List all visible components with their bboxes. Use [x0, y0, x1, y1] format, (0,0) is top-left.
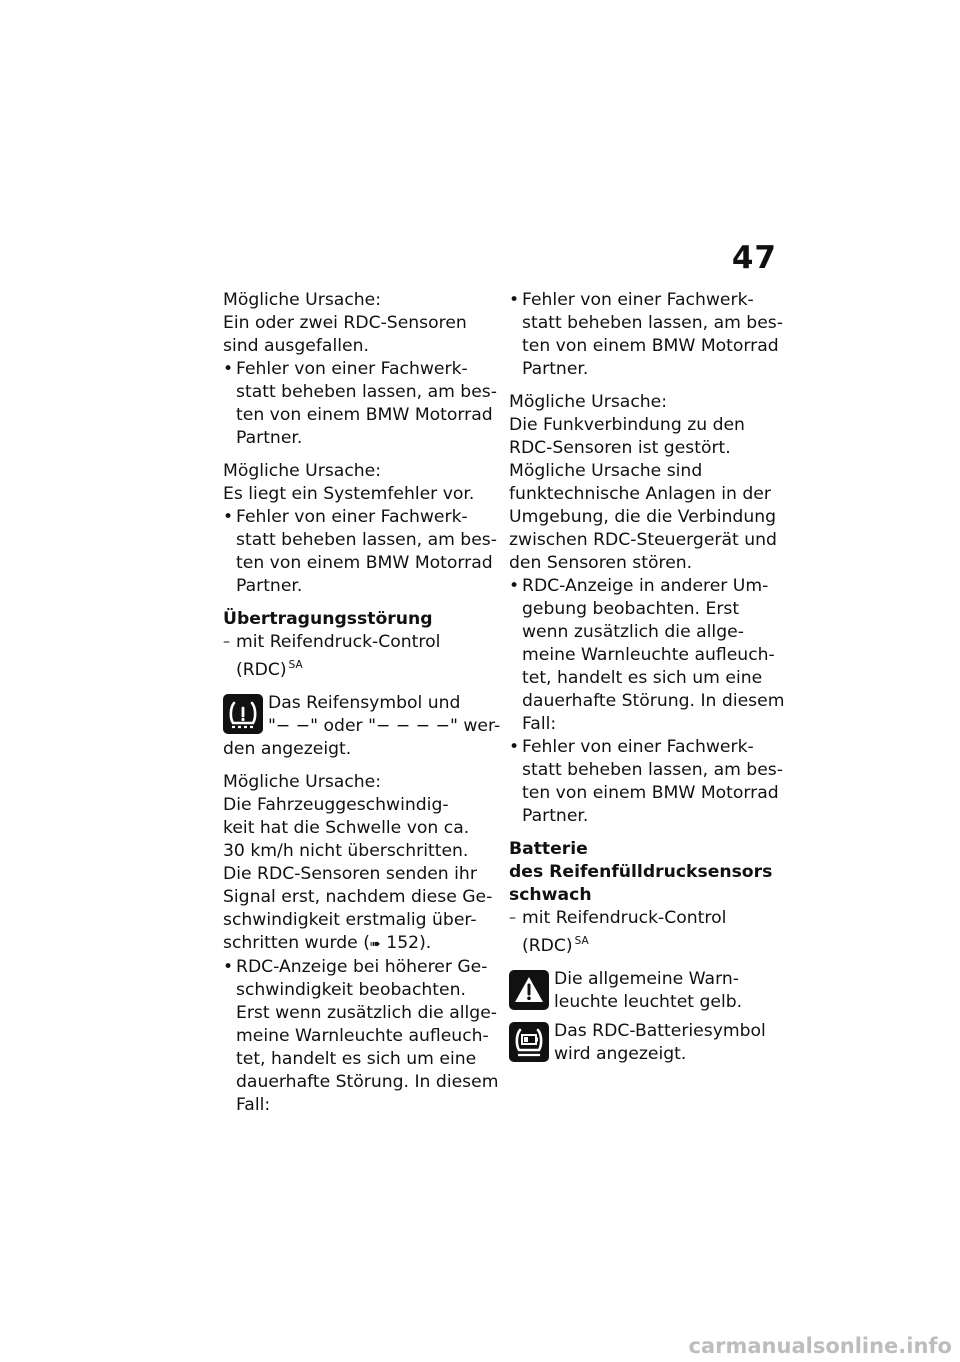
warning-light-row: Die allgemeine Warn- leuchte leuchtet gelb.	[509, 968, 794, 1014]
list-item: • Fehler von einer Fachwerk- statt beheben lassen, am bes- ten von einem BMW Motorrad Partner.	[509, 289, 794, 381]
rdc-battery-row: Das RDC-Batteriesymbol wird angezeigt.	[509, 1020, 794, 1066]
page-number: 47	[731, 240, 777, 276]
list-item: • Fehler von einer Fachwerk- statt beheben lassen, am bes- ten von einem BMW Motorrad Partner.	[509, 736, 794, 828]
cause-paragraph: Mögliche Ursache: Ein oder zwei RDC-Sensoren sind ausgefallen.	[223, 290, 467, 356]
warning-triangle-icon	[509, 970, 549, 1010]
cause-paragraph: Mögliche Ursache: Die Funkverbindung zu den RDC-Sensoren ist gestört. Mögliche Ursache sind funktechnische Anlagen in der Umgebung, die die Verbindung zwischen RDC-Steuergerät und den Sensoren stören.	[509, 392, 777, 573]
bullet-list	[509, 575, 794, 828]
list-item: • RDC-Anzeige in anderer Um- gebung beobachten. Erst wenn zusätzlich die allge- meine Warnleuchte aufleuch- tet, handelt es sich um eine dauerhafte Störung. In diesem Fall:	[509, 575, 794, 736]
tire-symbol-row: Das Reifensymbol und "− −" oder "− − − −" wer-	[223, 692, 508, 738]
list-item: • RDC-Anzeige bei höherer Ge- schwindigkeit beobachten. Erst wenn zusätzlich die allge- meine Warnleuchte aufleuch- tet, handelt es sich um eine dauerhafte Störung. In diesem Fall:	[223, 956, 508, 1117]
cause-paragraph: Mögliche Ursache: Die Fahrzeuggeschwindig- keit hat die Schwelle von ca. 30 km/h nicht überschritten. Die RDC-Sensoren senden ihr Signal erst, nachdem diese Ge- schwindigkeit erstmalig über- schritten wurde (➠ 152).	[223, 772, 493, 953]
bullet-list	[223, 956, 508, 1117]
right-column	[509, 289, 794, 1072]
section-heading: Batterie des Reifenfülldrucksensors schwach	[509, 839, 773, 905]
list-item: • Fehler von einer Fachwerk- statt beheben lassen, am bes- ten von einem BMW Motorrad Partner.	[223, 506, 508, 598]
bullet-list	[223, 358, 508, 450]
left-column: Mögliche Ursache: Ein oder zwei RDC-Sensoren sind ausgefallen. • Fehler von einer Fachwerk- statt beheben lassen, am bes- ten von einem BMW Motorrad Partner. Mögliche Ursache: Es liegt ein Systemfehler vor. • Fehler von einer Fachwerk- statt beheben lassen, am bes- ten von einem BMW Motorrad Partner. Übertragungsstörung – mit Reifendruck-Control (RDC) $^{SA}$ Das Reifensymbol und "− −" oder "− − − −" wer- den angezeigt. Mögliche Ursache: Die Fahrzeuggeschwindig- keit hat die Schwelle von ca. 30 km/h nicht überschritten. Die RDC-Sensoren senden ihr Signal erst, nachdem diese Ge- schwindigkeit erstmalig über- schritten wurde (➠ 152). • RDC-Anzeige bei höherer Ge- schwindigkeit beobachten. Erst wenn zusätzlich die allge- meine Warnleuchte aufleuch- tet, handelt es sich um eine dauerhafte Störung. In diesem Fall:	[223, 289, 508, 1127]
equipment-note: – mit Reifendruck-Control (RDC) $^{SA}$	[509, 907, 794, 958]
watermark: carmanualsonline.info	[688, 1334, 952, 1358]
page-reference-arrow-icon: ➠	[369, 937, 381, 952]
equipment-note: – mit Reifendruck-Control (RDC) $^{SA}$	[223, 631, 508, 682]
section-heading: Übertragungsstörung	[223, 609, 433, 629]
bullet-list	[223, 506, 508, 598]
list-item: • Fehler von einer Fachwerk- statt beheben lassen, am bes- ten von einem BMW Motorrad Partner.	[223, 358, 508, 450]
bullet-list	[509, 289, 794, 381]
cause-paragraph: Mögliche Ursache: Es liegt ein Systemfehler vor.	[223, 461, 475, 504]
tire-pressure-icon	[223, 694, 263, 734]
rdc-battery-icon	[509, 1022, 549, 1062]
